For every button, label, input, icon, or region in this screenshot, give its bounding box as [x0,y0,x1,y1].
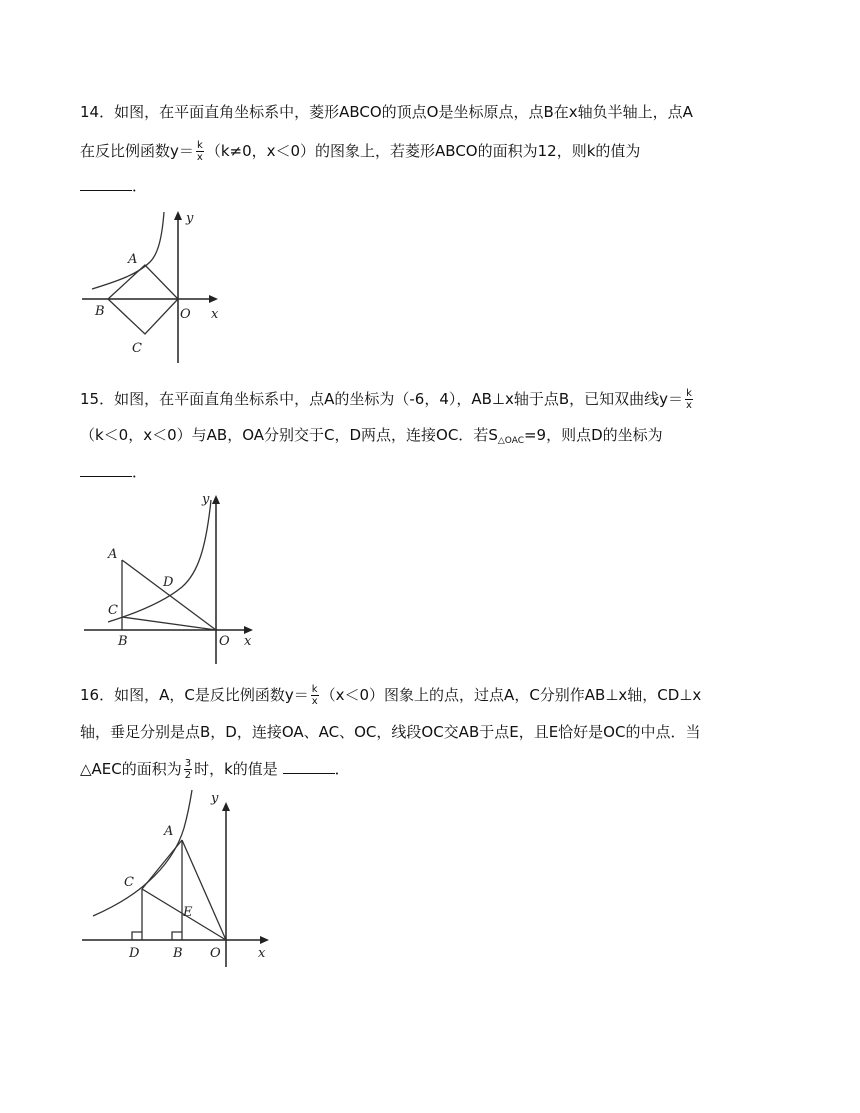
p16-segment-AC [142,840,182,889]
p16-text-1a: 如图，A，C是反比例函数y＝ [114,686,309,704]
p16-label-O: O [210,946,221,961]
p14-text-2a: 在反比例函数y＝ [80,142,194,160]
p16-frac2-num: 3 [184,758,192,769]
p14-label-C: C [132,341,142,356]
p16-frac-den: x [311,696,318,707]
p14-number: 14． [80,103,115,121]
p16-segment-OA [182,840,226,940]
p16-blank-end: ． [334,760,350,778]
p15-frac-num: k [686,388,692,399]
p16-label-D: D [129,946,140,961]
p15-label-y: y [202,492,210,507]
p15-blank-end: ． [132,463,148,481]
p16-y-arrow-icon [222,802,230,811]
p16-label-A: A [164,824,174,839]
p15-text-2a: （k＜0，x＜0）与AB，OA分别交于C，D两点，连接OC．若S [80,426,498,444]
p15-label-B: B [118,634,128,649]
p16-label-C: C [124,875,134,890]
p15-text-1: 如图，在平面直角坐标系中，点A的坐标为（-6，4），AB⊥x轴于点B，已知双曲线y＝ [114,390,684,408]
p16-right-angle-B [172,932,182,940]
p16-frac2-den: 2 [184,770,192,781]
p16-label-B: B [173,946,183,961]
p14-label-x: x [211,307,219,322]
p15-subscript: △OAC [497,436,524,446]
p14-frac-den: x [196,152,203,163]
p14-text-1: 如图，在平面直角坐标系中，菱形ABCO的顶点O是坐标原点，点B在x轴负半轴上，点A [114,103,693,121]
p15-label-O: O [219,634,230,649]
p16-right-angle-D [132,932,142,940]
p15-label-x: x [244,634,252,649]
p14-frac-num: k [196,140,203,151]
p16-label-x: x [258,946,266,961]
p16-number: 16． [80,686,115,704]
p16-label-y: y [211,791,219,806]
p14-text-2b: （k≠0，x＜0）的图象上，若菱形ABCO的面积为12，则k的值为 [205,142,641,160]
p16-frac-num: k [311,684,318,695]
p16-text-2: 轴，垂足分别是点B，D，连接OA、AC、OC，线段OC交AB于点E，且E恰好是OC的中点．当 [80,723,701,741]
p14-label-A: A [128,252,138,267]
p15-label-D: D [163,575,174,590]
p15-label-C: C [108,603,118,618]
p16-text-1b: （x＜0）图象上的点，过点A，C分别作AB⊥x轴，CD⊥x [320,686,702,704]
p16-x-arrow-icon [260,936,269,944]
p16-text-3a: △AEC的面积为 [80,760,182,778]
p14-label-y: y [186,211,194,226]
p16-label-E: E [183,905,193,920]
p15-text-2b: =9，则点D的坐标为 [523,426,663,444]
p15-number: 15． [80,390,115,408]
p14-label-B: B [95,304,105,319]
p15-frac-den: x [686,400,692,411]
p14-label-O: O [180,307,191,322]
p16-text-3b: 时，k的值是 [194,760,278,778]
p14-blank-end: ． [132,177,148,195]
p15-label-A: A [108,547,118,562]
